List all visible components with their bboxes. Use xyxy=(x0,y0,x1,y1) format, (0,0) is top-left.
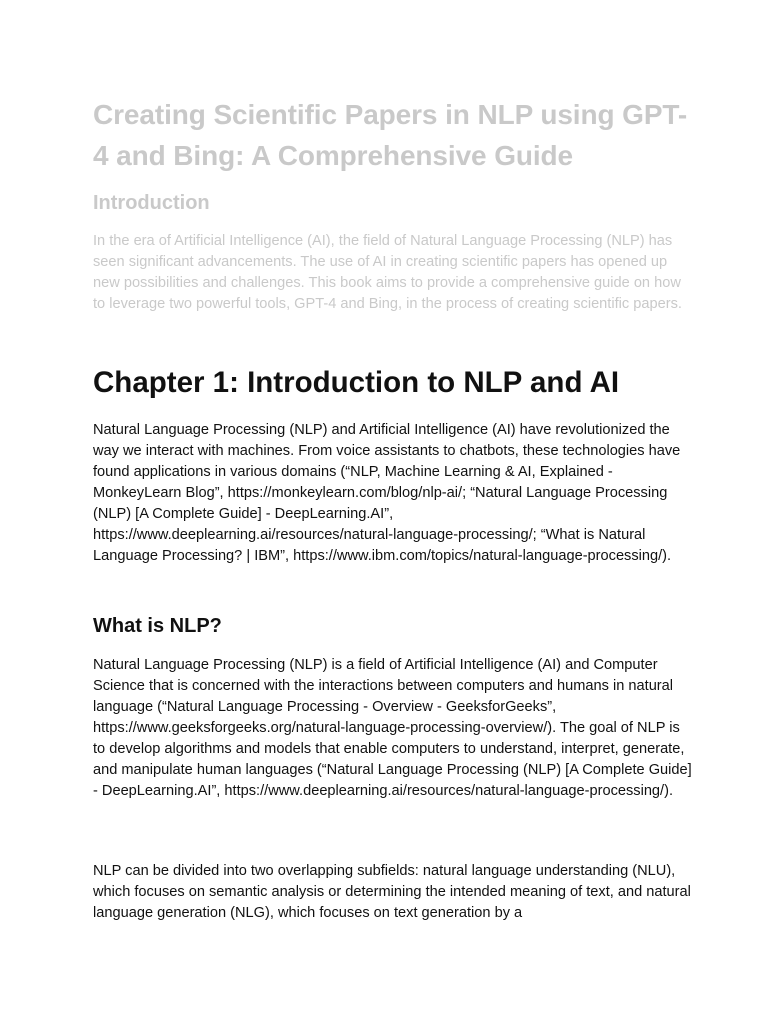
chapter-paragraph: Natural Language Processing (NLP) and Artificial Intelligence (AI) have revolutionized the way we interact with machines. From voice assistants to chatbots, these technologies have found applications in various domains (“NLP, Machine Learning & AI, Explained - MonkeyLearn Blog”, https://monkeylearn.com/blog/nlp-ai/; “Natural Language Processing (NLP) [A Complete Guide] - DeepLearning.AI”, https://www.deeplearning.ai/resources/natural-language-processing/; “What is Natural Language Processing? | IBM”, https://www.ibm.com/topics/natural-language-processing/). xyxy=(93,422,681,564)
section-heading-what-is-nlp: What is NLP? xyxy=(93,615,222,637)
introduction-paragraph: In the era of Artificial Intelligence (AI), the field of Natural Language Processing (NLP) has seen significant advancements. The use of AI in creating scientific papers has opened up new possibilities and challenges. This book aims to provide a comprehensive guide on how to leverage two powerful tools, GPT-4 and Bing, in the process of creating scientific papers. xyxy=(93,233,682,312)
document-title: Creating Scientific Papers in NLP using GPT-4 and Bing: A Comprehensive Guide xyxy=(93,99,688,171)
section-paragraph-2: NLP can be divided into two overlapping subfields: natural language understanding (NLU), which focuses on semantic analysis or determining the intended meaning of text, and natural language generation (NLG), which focuses on text generation by a xyxy=(93,863,691,921)
chapter-title: Chapter 1: Introduction to NLP and AI xyxy=(93,366,620,399)
introduction-heading: Introduction xyxy=(93,192,210,214)
section-paragraph-1: Natural Language Processing (NLP) is a field of Artificial Intelligence (AI) and Computer Science that is concerned with the interactions between computers and humans in natural language (“Natural Language Processing - Overview - GeeksforGeeks”, https://www.geeksforgeeks.org/natural-language-processing-overview/). The goal of NLP is to develop algorithms and models that enable computers to understand, interpret, generate, and manipulate human languages (“Natural Language Processing (NLP) [A Complete Guide] - DeepLearning.AI”, https://www.deeplearning.ai/resources/natural-language-processing/). xyxy=(93,657,692,799)
